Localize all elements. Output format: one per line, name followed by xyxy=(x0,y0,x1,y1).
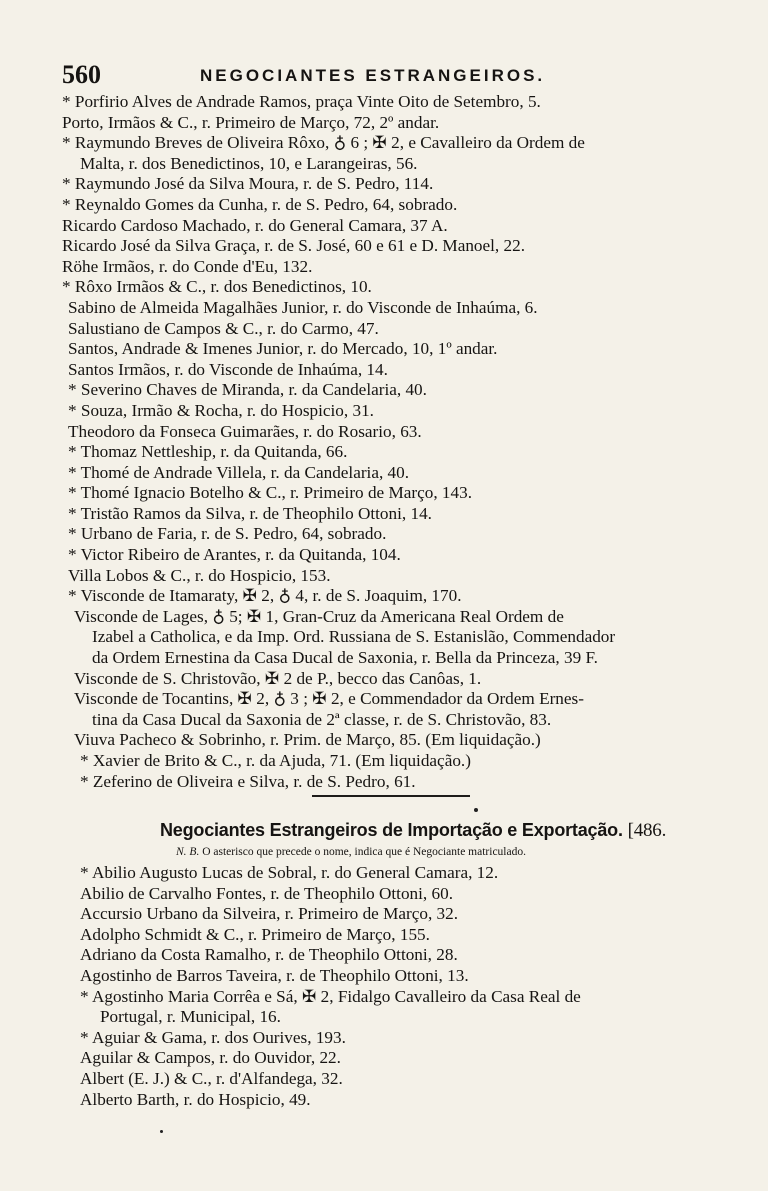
divider-dot xyxy=(474,808,478,812)
list-item: Röhe Irmãos, r. do Conde d'Eu, 132. xyxy=(62,256,313,276)
list-item: * Agostinho Maria Corrêa e Sá, ✠ 2, Fidalgo Cavalleiro da Casa Real de xyxy=(80,986,581,1006)
list-item: Visconde de Lages, ♁ 5; ✠ 1, Gran-Cruz da Americana Real Ordem de xyxy=(74,606,564,626)
list-item-continuation: tina da Casa Ducal da Saxonia de 2ª classe, r. de S. Christovão, 83. xyxy=(92,709,552,729)
section-title-text: Negociantes Estrangeiros de Importação e Exportação. xyxy=(160,820,623,840)
list-item: * Porfirio Alves de Andrade Ramos, praça Vinte Oito de Setembro, 5. xyxy=(62,92,541,111)
list-item: Salustiano de Campos & C., r. do Carmo, 47. xyxy=(68,318,379,338)
list-item: * Abilio Augusto Lucas de Sobral, r. do General Camara, 12. xyxy=(80,863,499,882)
list-item-continuation: Izabel a Catholica, e da Imp. Ord. Russiana de S. Estanislão, Commendador xyxy=(92,627,616,647)
list-item: Accursio Urbano da Silveira, r. Primeiro de Março, 32. xyxy=(80,904,459,924)
list-item: Aguilar & Campos, r. do Ouvidor, 22. xyxy=(80,1048,341,1068)
list-item: * Victor Ribeiro de Arantes, r. da Quitanda, 104. xyxy=(68,545,401,565)
list-item: Santos Irmãos, r. do Visconde de Inhaúma, 14. xyxy=(68,359,388,379)
list-item: * Souza, Irmão & Rocha, r. do Hospicio, 31. xyxy=(68,400,374,420)
list-item-continuation: Malta, r. dos Benedictinos, 10, e Larangeiras, 56. xyxy=(80,153,418,173)
list-item: * Thomé de Andrade Villela, r. da Candelaria, 40. xyxy=(68,462,410,482)
list-item: Ricardo José da Silva Graça, r. de S. José, 60 e 61 e D. Manoel, 22. xyxy=(62,236,526,256)
list-item: * Thomé Ignacio Botelho & C., r. Primeiro de Março, 143. xyxy=(68,483,472,503)
section-title xyxy=(160,820,666,842)
list-item: Albert (E. J.) & C., r. d'Alfandega, 32. xyxy=(80,1068,343,1088)
list-item: Viuva Pacheco & Sobrinho, r. Prim. de Março, 85. (Em liquidação.) xyxy=(74,730,541,750)
list-item: Sabino de Almeida Magalhães Junior, r. do Visconde de Inhaúma, 6. xyxy=(68,297,538,317)
list-item: Villa Lobos & C., r. do Hospicio, 153. xyxy=(68,565,331,585)
list-item: * Urbano de Faria, r. de S. Pedro, 64, sobrado. xyxy=(68,524,387,544)
list-item: * Raymundo José da Silva Moura, r. de S. Pedro, 114. xyxy=(62,174,434,194)
section-count: [486. xyxy=(627,820,667,841)
list-item-continuation: da Ordem Ernestina da Casa Ducal de Saxonia, r. Bella da Princeza, 39 F. xyxy=(92,648,598,668)
list-item: * Raymundo Breves de Oliveira Rôxo, ♁ 6 ; ✠ 2, e Cavalleiro da Ordem de xyxy=(62,133,585,153)
section-divider xyxy=(312,795,470,797)
list-item: * Zeferino de Oliveira e Silva, r. de S. Pedro, 61. xyxy=(80,771,416,791)
list-item: * Thomaz Nettleship, r. da Quitanda, 66. xyxy=(68,442,348,462)
entry-list-top xyxy=(62,92,752,792)
list-item: * Severino Chaves de Miranda, r. da Candelaria, 40. xyxy=(68,380,427,400)
list-item: Porto, Irmãos & C., r. Primeiro de Março, 72, 2º andar. xyxy=(62,112,440,132)
page-header xyxy=(62,60,722,90)
list-item: Adolpho Schmidt & C., r. Primeiro de Março, 155. xyxy=(80,924,430,944)
list-item-continuation: Portugal, r. Municipal, 16. xyxy=(100,1007,281,1027)
list-item: Santos, Andrade & Imenes Junior, r. do Mercado, 10, 1º andar. xyxy=(68,339,498,359)
note-text: O asterisco que precede o nome, indica que é Negociante matriculado. xyxy=(202,846,526,858)
list-item: * Aguiar & Gama, r. dos Ourives, 193. xyxy=(80,1027,346,1047)
list-item: * Reynaldo Gomes da Cunha, r. de S. Pedro, 64, sobrado. xyxy=(62,194,458,214)
list-item: Agostinho de Barros Taveira, r. de Theophilo Ottoni, 13. xyxy=(80,965,469,985)
list-item: Visconde de S. Christovão, ✠ 2 de P., becco das Canôas, 1. xyxy=(74,668,482,688)
list-item: Abilio de Carvalho Fontes, r. de Theophilo Ottoni, 60. xyxy=(80,883,453,903)
list-item: Theodoro da Fonseca Guimarães, r. do Rosario, 63. xyxy=(68,421,422,441)
list-item: * Xavier de Brito & C., r. da Ajuda, 71. (Em liquidação.) xyxy=(80,751,471,770)
list-item: * Visconde de Itamaraty, ✠ 2, ♁ 4, r. de S. Joaquim, 170. xyxy=(68,586,462,606)
note-lead: N. B. xyxy=(176,846,200,858)
list-item: Alberto Barth, r. do Hospicio, 49. xyxy=(80,1089,311,1109)
section-note xyxy=(176,846,526,858)
list-item: * Tristão Ramos da Silva, r. de Theophilo Ottoni, 14. xyxy=(68,503,432,523)
list-item: * Rôxo Irmãos & C., r. dos Benedictinos, 10. xyxy=(62,277,372,297)
page-number: 560 xyxy=(62,60,101,89)
list-item: Visconde de Tocantins, ✠ 2, ♁ 3 ; ✠ 2, e Commendador da Ordem Ernes- xyxy=(74,689,584,709)
running-title: NEGOCIANTES ESTRANGEIROS. xyxy=(200,66,546,85)
list-item: Ricardo Cardoso Machado, r. do General Camara, 37 A. xyxy=(62,215,448,235)
list-item: Adriano da Costa Ramalho, r. de Theophilo Ottoni, 28. xyxy=(80,945,458,965)
entry-list-bottom xyxy=(62,863,752,1110)
stray-mark xyxy=(160,1130,163,1133)
